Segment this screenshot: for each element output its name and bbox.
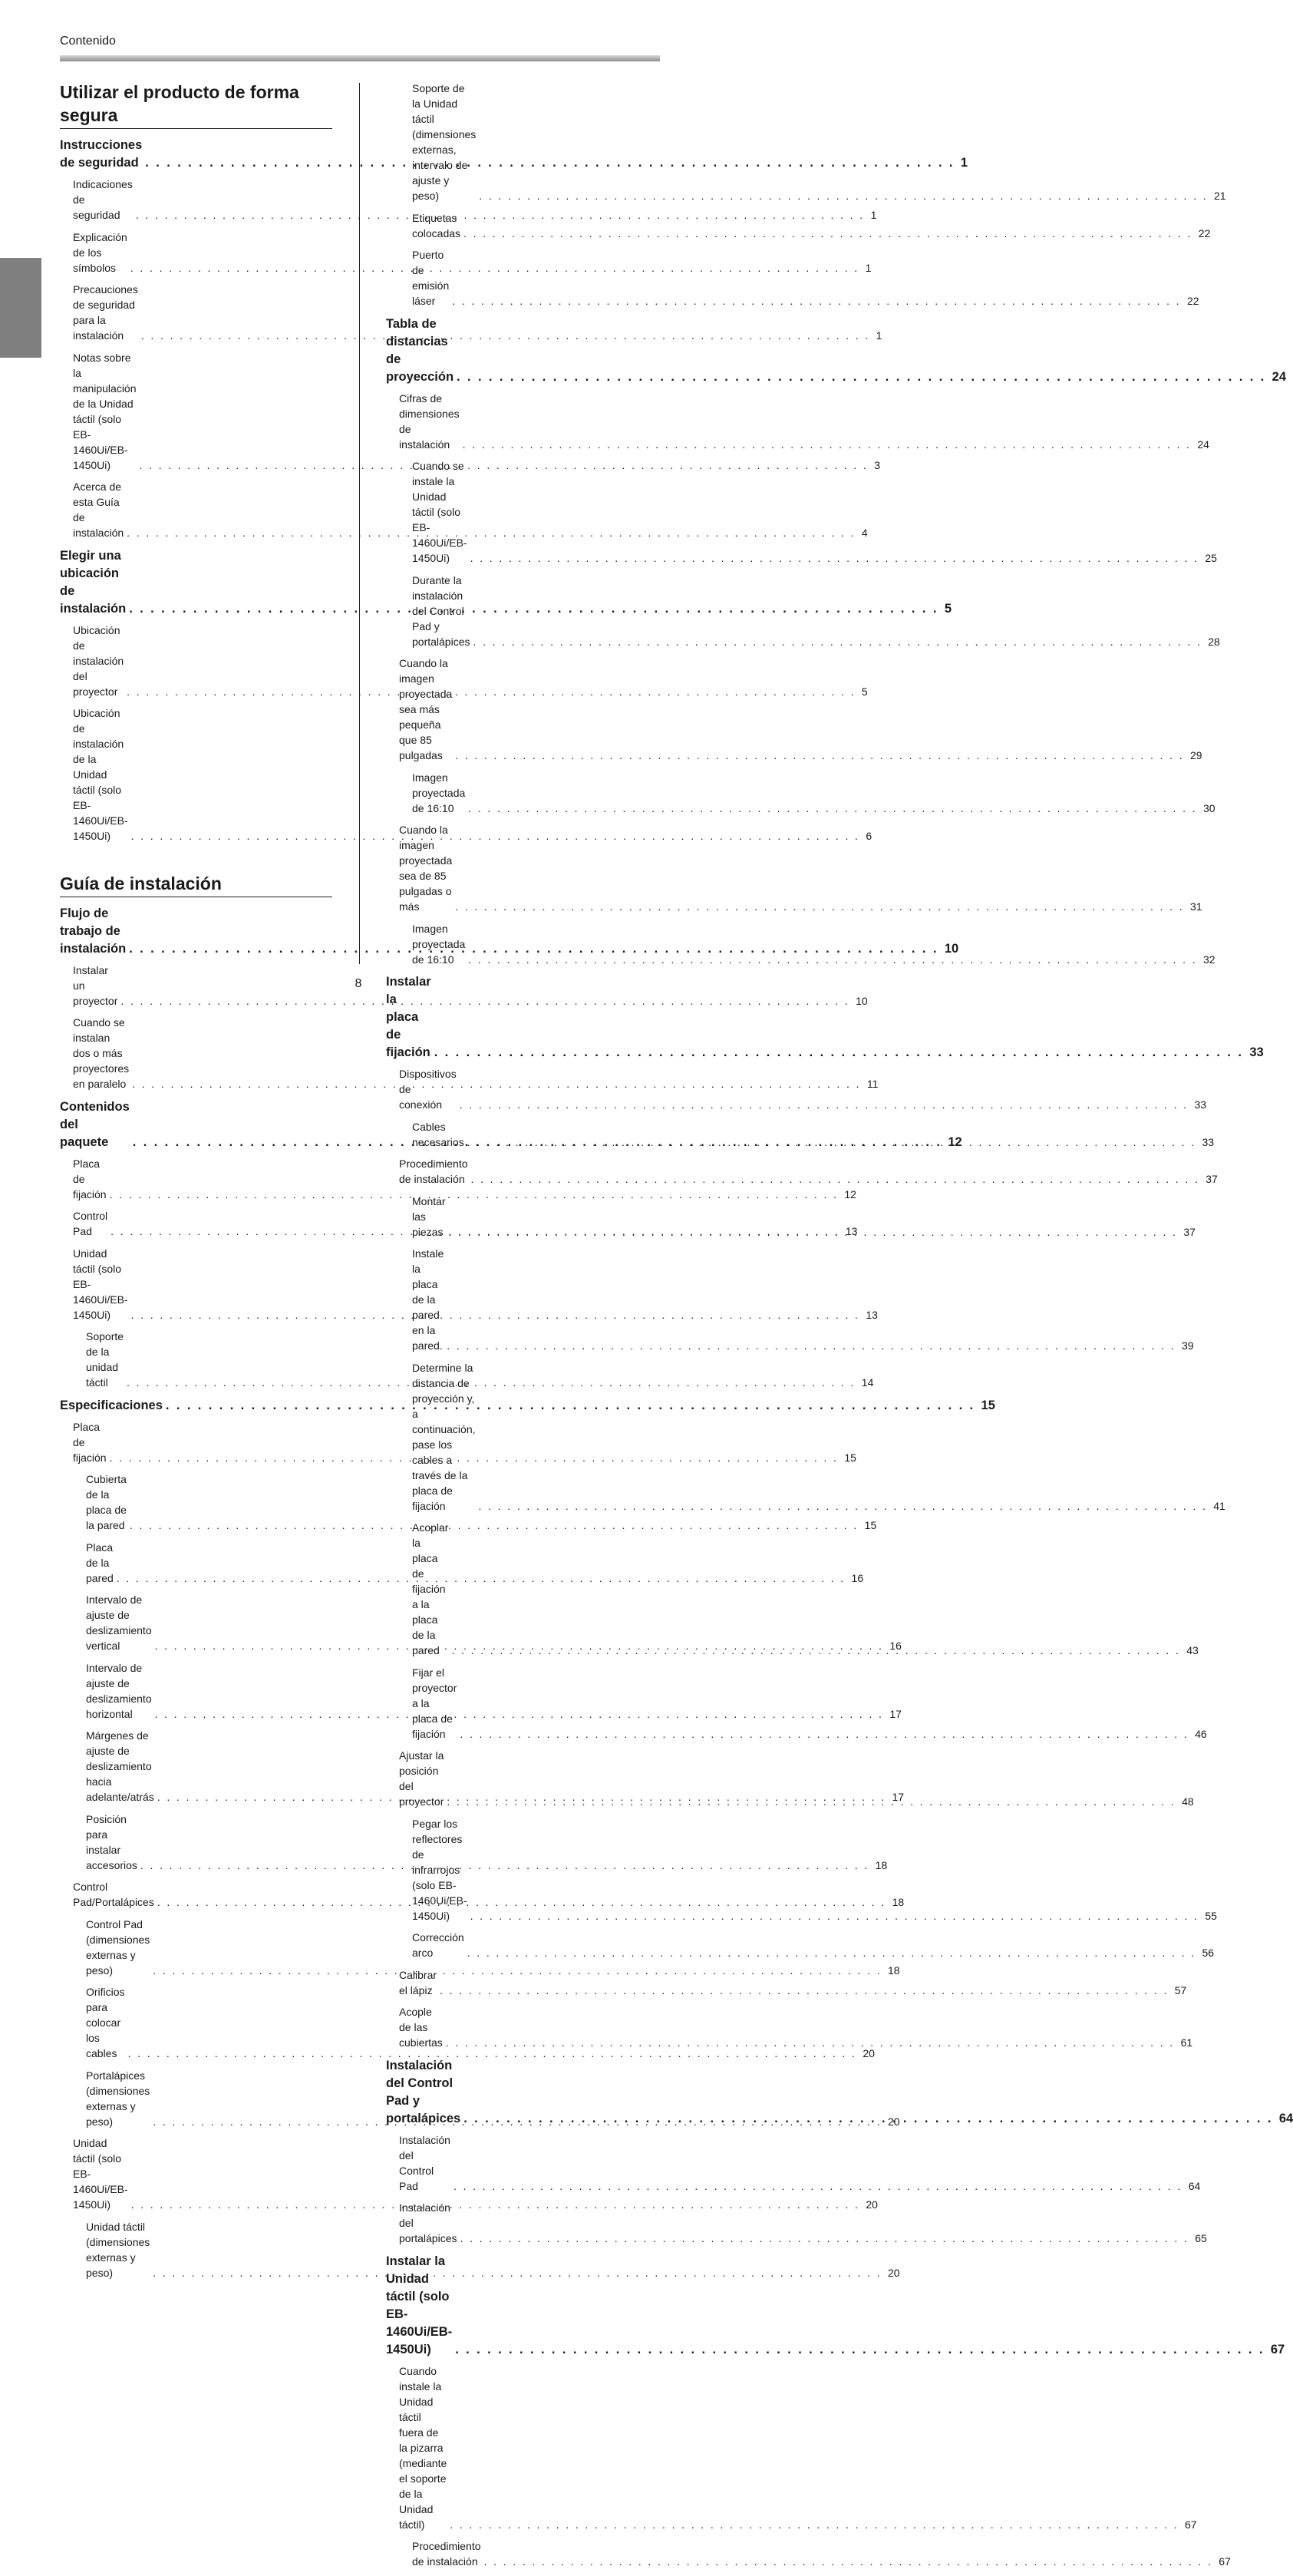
toc-page: 20	[863, 2047, 875, 2059]
toc-page: 22	[1186, 295, 1199, 307]
toc-page: 32	[1203, 953, 1215, 966]
toc-page: 56	[1202, 1947, 1215, 1959]
toc-page: 1	[865, 261, 872, 274]
toc-page: 6	[866, 830, 872, 842]
toc-entry-title: Orificios para colocar los cables	[86, 1986, 125, 2059]
toc-entry-title: Notas sobre la manipulación de la Unidad táctil (solo EB-1460Ui/EB-1450Ui)	[73, 351, 137, 471]
toc-entry[interactable]	[386, 656, 1202, 763]
toc-entry-title: Fijar el proyector a la placa de fijación	[412, 1666, 457, 1740]
toc-entry-title: Placa de la pared	[86, 1541, 114, 1584]
toc-entry-title: Instale la placa de la pared en la pared.	[412, 1247, 444, 1352]
toc-page: 14	[861, 1376, 874, 1389]
toc-page: 41	[1213, 1499, 1225, 1512]
running-header: Contenido	[60, 35, 116, 48]
toc-entry[interactable]	[386, 81, 1226, 203]
toc-entry-title: Acoplar la placa de fijación a la placa de la pared	[412, 1521, 449, 1656]
toc-entry-title: Posición para instalar accesorios	[86, 1812, 137, 1871]
toc-entry[interactable]	[386, 2538, 1231, 2569]
toc-entry-title: Elegir una ubicación de instalación	[60, 548, 127, 616]
toc-page: 33	[1194, 1098, 1207, 1111]
toc-page: 1	[870, 209, 877, 221]
toc-page: 13	[845, 1225, 858, 1237]
toc-entry-title: Dispositivos de conexión	[399, 1068, 457, 1111]
toc-page: 15	[844, 1451, 856, 1464]
toc-page: 20	[866, 2198, 878, 2211]
toc-page: 31	[1190, 900, 1202, 913]
toc-page: 25	[1205, 552, 1217, 564]
toc-entry-title: Control Pad (dimensiones externas y peso)	[86, 1917, 150, 1977]
toc-entry-title: Cuando la imagen proyectada sea más pequeña que 85 pulgadas	[399, 657, 453, 761]
toc-entry-title: Calibrar el lápiz	[399, 1968, 437, 1996]
toc-entry-title: Instalar la Unidad táctil (solo EB-1460Ui/EB-1450Ui)	[386, 2254, 453, 2356]
toc-entry[interactable]	[386, 1930, 1215, 1960]
toc-entry-title: Pegar los reflectores de infrarrojos (solo EB-1460Ui/EB-1450Ui)	[412, 1817, 467, 1922]
toc-page: 12	[948, 1134, 962, 1149]
toc-page: 43	[1186, 1644, 1199, 1656]
toc-entry[interactable]	[386, 921, 1215, 967]
toc-entry[interactable]	[60, 230, 872, 276]
toc-page: 1	[960, 156, 968, 170]
toc-entry-title: Intervalo de ajuste de deslizamiento vertical	[86, 1593, 152, 1652]
section-title: Utilizar el producto de forma segura	[60, 81, 332, 129]
toc-page: 15	[864, 1519, 877, 1531]
toc-page: 20	[888, 2266, 900, 2279]
toc-entry-title: Procedimiento de instalación	[399, 1158, 468, 1185]
toc-entry[interactable]	[60, 1419, 856, 1465]
toc-entry-title: Tabla de distancias de proyección	[386, 316, 454, 384]
toc-page: 29	[1190, 749, 1202, 761]
toc-page: 18	[888, 1963, 900, 1977]
page-number: 8	[355, 977, 362, 990]
toc-entry-title: Especificaciones	[60, 1398, 163, 1412]
toc-entry-title: Placa de fijación	[73, 1157, 107, 1200]
toc-page: 46	[1195, 1727, 1207, 1740]
toc-entry-title: Acerca de esta Guía de instalación	[73, 481, 124, 539]
toc-entry[interactable]	[386, 391, 1209, 452]
toc-page: 57	[1174, 1983, 1187, 1996]
toc-page: 24	[1197, 438, 1209, 451]
toc-entry[interactable]	[60, 1540, 864, 1586]
toc-entry-title: Placa de fijación	[73, 1420, 107, 1464]
toc-page: 10	[944, 941, 959, 956]
toc-entry-title: Cubierta de la placa de la pared	[86, 1473, 127, 1531]
toc-entry-title: Instalación del portalápices	[399, 2201, 457, 2244]
toc-entry-title: Procedimiento de instalación	[412, 2540, 481, 2568]
toc-page: 67	[1219, 2555, 1231, 2568]
toc-page: 33	[1202, 1135, 1215, 1148]
toc-page: 17	[892, 1791, 905, 1803]
toc-page: 65	[1195, 2232, 1207, 2244]
toc-page: 4	[861, 527, 868, 539]
toc-page: 15	[981, 1398, 995, 1412]
toc-entry[interactable]	[60, 177, 877, 223]
toc-entry-title: Soporte de la unidad táctil	[86, 1330, 124, 1389]
toc-page: 16	[889, 1640, 902, 1652]
toc-page: 37	[1206, 1173, 1218, 1185]
toc-page: 37	[1183, 1225, 1196, 1238]
toc-entry[interactable]	[60, 1879, 905, 1910]
toc-entry[interactable]	[386, 822, 1202, 914]
toc-entry-title: Etiquetas colocadas	[412, 211, 461, 239]
toc-entry-title: Unidad táctil (dimensiones externas y peso)	[86, 2220, 150, 2279]
section-title: Guía de instalación	[60, 872, 332, 897]
toc-entry[interactable]	[386, 458, 1217, 566]
toc-entry-title: Cuando la imagen proyectada sea de 85 pulgadas o más	[399, 824, 453, 913]
toc-entry-title: Ubicación de instalación de la Unidad táctil (solo EB-1460Ui/EB-1450Ui)	[73, 707, 128, 842]
toc-entry-title: Cuando instale la Unidad táctil fuera de la pizarra (mediante el soporte de la Unidad táctil)	[399, 2364, 447, 2531]
toc-entry-especificaciones[interactable]	[60, 1397, 995, 1415]
toc-entry-title: Corrección arco	[412, 1931, 464, 1959]
toc-entry-instrucciones-seguridad[interactable]	[60, 137, 968, 172]
toc-page: 18	[875, 1858, 888, 1871]
toc-entry-title: Precauciones de seguridad para la instalación	[73, 283, 138, 342]
header-rule	[60, 55, 660, 61]
toc-entry-title: Unidad táctil (solo EB-1460Ui/EB-1450Ui)	[73, 2137, 128, 2211]
toc-entry-title: Control Pad	[73, 1210, 108, 1237]
toc-entry-title: Cuando se instale la Unidad táctil (solo EB-1460Ui/EB-1450Ui)	[412, 460, 467, 564]
toc-entry[interactable]	[386, 573, 1220, 649]
toc-entry[interactable]	[386, 2363, 1197, 2532]
toc-entry[interactable]	[386, 2132, 1201, 2194]
toc-page: 16	[851, 1571, 864, 1584]
toc-entry[interactable]	[386, 1156, 1218, 1187]
toc-page: 61	[1180, 2036, 1193, 2049]
toc-entry-title: Soporte de la Unidad táctil (dimensiones externas, intervalo de ajuste y peso)	[412, 82, 477, 202]
toc-entry-title: Contenidos del paquete	[60, 1099, 130, 1149]
toc-entry-title: Determine la distancia de proyección y, a continuación, pase los cables a través de la placa de fijación	[412, 1361, 476, 1512]
toc-entry-title: Instalación del Control Pad y portalápices	[386, 2058, 461, 2125]
toc-entry-title: Flujo de trabajo de instalación	[60, 906, 127, 956]
toc-page: 22	[1198, 226, 1211, 239]
toc-page: 1	[876, 329, 882, 342]
toc-page: 67	[1270, 2342, 1285, 2356]
toc-entry-title: Cables necesarios	[412, 1120, 464, 1148]
toc-entry-title: Control Pad/Portalápices	[73, 1881, 154, 1908]
toc-entry-title: Ajustar la posición del proyector	[399, 1749, 444, 1808]
toc-entry[interactable]	[386, 2004, 1193, 2050]
toc-page: 24	[1272, 369, 1287, 384]
toc-page: 55	[1205, 1909, 1217, 1922]
toc-entry-title: Montar las piezas	[412, 1194, 446, 1238]
toc-entry-title: Ubicación de instalación del proyector	[73, 623, 124, 698]
toc-page: 5	[861, 685, 868, 698]
toc-entry-title: Imagen proyectada de 16:10	[412, 771, 466, 814]
toc-entry[interactable]	[60, 282, 882, 343]
toc-page: 5	[944, 601, 952, 616]
toc-page: 64	[1278, 2111, 1293, 2125]
toc-entry[interactable]	[60, 1329, 874, 1390]
toc-entry[interactable]	[386, 210, 1211, 241]
toc-page: 21	[1214, 190, 1226, 202]
toc-page: 11	[866, 1078, 879, 1090]
toc-page: 33	[1249, 1045, 1264, 1059]
toc-entry-title: Imagen proyectada de 16:10	[412, 922, 466, 966]
toc-entry[interactable]	[60, 1471, 877, 1533]
toc-entry-title: Cuando se instalan dos o más proyectores en paralelo	[73, 1016, 130, 1090]
toc-page: 67	[1185, 2518, 1197, 2531]
toc-entry-tabla-distancias[interactable]	[386, 315, 1287, 386]
toc-page: 18	[892, 1896, 905, 1908]
toc-entry-title: Unidad táctil (solo EB-1460Ui/EB-1450Ui)	[73, 1247, 128, 1321]
toc-entry[interactable]	[386, 247, 1199, 309]
toc-entry-title: Instalar un proyector	[73, 963, 118, 1007]
toc-entry[interactable]	[60, 623, 868, 699]
toc-page: 28	[1208, 635, 1220, 648]
toc-entry[interactable]	[386, 770, 1215, 816]
toc-entry-title: Cifras de dimensiones de instalación	[399, 391, 460, 451]
toc-entry[interactable]	[60, 1592, 902, 1653]
toc-entry-title: Márgenes de ajuste de deslizamiento hacia adelante/atrás	[86, 1729, 154, 1803]
toc-page: 30	[1203, 801, 1215, 814]
toc-entry-title: Puerto de emisión láser	[412, 249, 450, 307]
chapter-side-tab	[0, 258, 41, 358]
toc-page: 3	[874, 458, 881, 471]
toc-entry-title: Portalápices (dimensiones externas y peso)	[86, 2069, 150, 2128]
toc-page: 13	[866, 1308, 878, 1321]
toc-page: 48	[1182, 1795, 1194, 1808]
toc-entry-title: Instalación del Control Pad	[399, 2133, 450, 2192]
toc-entry-title: Instalar la placa de fijación	[386, 975, 431, 1059]
toc-page: 12	[844, 1187, 856, 1200]
toc-page: 17	[889, 1707, 902, 1720]
toc-page: 39	[1182, 1339, 1194, 1352]
toc-entry-title: Durante la instalación del Control Pad y portalápices	[412, 573, 470, 648]
toc-entry-title: Instrucciones de seguridad	[60, 138, 143, 170]
toc-entry-title: Explicación de los símbolos	[73, 230, 127, 274]
toc-entry-title: Indicaciones de seguridad	[73, 178, 133, 221]
toc-entry-title: Acople de las cubiertas	[399, 2006, 443, 2049]
toc-page: 10	[856, 994, 868, 1007]
toc-page: 64	[1188, 2179, 1201, 2192]
toc-page: 20	[888, 2115, 900, 2128]
toc-entry-title: Intervalo de ajuste de deslizamiento horizontal	[86, 1661, 152, 1720]
